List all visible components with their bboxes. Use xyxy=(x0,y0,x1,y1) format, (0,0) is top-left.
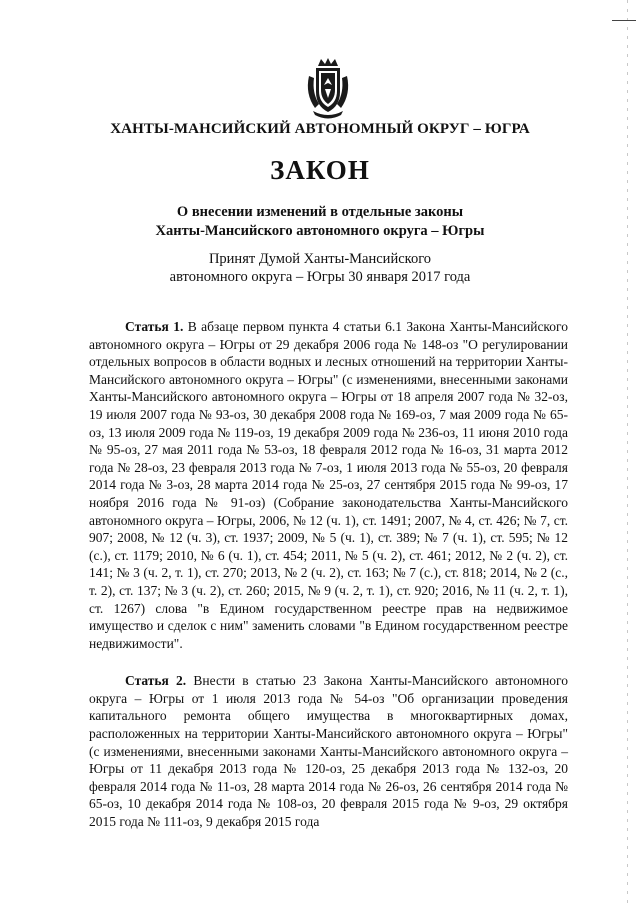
law-subject-line: Ханты-Мансийского автономного округа – Югры xyxy=(155,223,485,239)
document-type: ЗАКОН xyxy=(270,155,370,185)
article-2 xyxy=(89,672,568,830)
article-text: В абзаце первом пункта 4 статьи 6.1 Закона Ханты-Мансийского автономного округа – Югры от 29 декабря 2006 года № 148-оз "О регулировании отдельных вопросов в области водных и лесных отношений на территории Ханты-Мансийского автономного округа – Югры" (с изменениями, внесенными законами Ханты-Мансийского автономного округа – Югры от 18 апреля 2007 года № 32-оз, 19 июля 2007 года № 93-оз, 30 декабря 2008 года № 169-оз, 7 мая 2009 года № 65-оз, 13 июля 2009 года № 119-оз, 19 декабря 2009 года № 236-оз, 11 июня 2010 года № 95-оз, 27 мая 2011 года № 53-оз, 18 февраля 2012 года № 16-оз, 31 марта 2012 года № 28-оз, 23 февраля 2013 года № 7-оз, 1 июля 2013 года № 55-оз, 20 февраля 2014 года № 3-оз, 28 марта 2014 года № 25-оз, 27 сентября 2015 года № 99-оз, 17 ноября 2016 года № 91-оз) (Собрание законодательства Ханты-Мансийского автономного округа – Югры, 2006, № 12 (ч. 1), ст. 1491; 2007, № 4, ст. 426; № 7, ст. 907; 2008, № 12 (ч. 3), ст. 1937; 2009, № 5 (ч. 1), ст. 389; № 7 (ч. 1), ст. 595; № 12 (с.), ст. 1179; 2010, № 6 (ч. 1), ст. 454; 2011, № 5 (ч. 2), ст. 461; 2012, № 2 (ч. 2), ст. 141; № 3 (ч. 2, т. 1), ст. 270; 2013, № 2 (ч. 2), ст. 163; № 7 (с.), ст. 818; 2014, № 2 (с., т. 2), ст. 137; № 3 (ч. 2), ст. 260; 2015, № 9 (ч. 2, т. 1), ст. 920; 2016, № 11 (ч. 2, т. 1), ст. 1267) слова "в Едином государственном реестре прав на недвижимое имущество и сделок с ним" заменить словами "в Едином государственном реестре недвижимости". xyxy=(89,319,569,651)
coat-of-arms-icon xyxy=(301,56,355,120)
article-1 xyxy=(89,318,568,652)
law-subject-line: О внесении изменений в отдельные законы xyxy=(176,204,464,220)
article-text: Внести в статью 23 Закона Ханты-Мансийского автономного округа – Югры от 1 июля 2013 года № 54-оз "Об организации проведения капитального ремонта общего имущества в многоквартирных домах, расположенных на территории Ханты-Мансийского автономного округа – Югры" (с изменениями, внесенными законами Ханты-Мансийского автономного округа – Югры от 11 декабря 2013 года № 120-оз, 25 декабря 2013 года № 132-оз, 20 февраля 2014 года № 11-оз, 28 марта 2014 года № 26-оз, 26 сентября 2014 года № 65-оз, 10 декабря 2014 года № 108-оз, 20 февраля 2015 года № 9-оз, 29 октября 2015 года № 111-оз, 9 декабря 2015 года xyxy=(89,673,568,830)
law-body xyxy=(89,318,568,851)
scan-edge-mark xyxy=(612,20,636,21)
adoption-note-line: Принят Думой Ханты-Мансийского xyxy=(208,251,432,267)
region-title: ХАНТЫ-МАНСИЙСКИЙ АВТОНОМНЫЙ ОКРУГ – ЮГРА xyxy=(110,121,530,137)
article-label: Статья 2. xyxy=(125,673,187,689)
law-subject xyxy=(0,203,640,241)
article-label: Статья 1. xyxy=(125,319,184,334)
adoption-note xyxy=(0,250,640,286)
adoption-note-line: автономного округа – Югры 30 января 2017 года xyxy=(169,269,471,285)
